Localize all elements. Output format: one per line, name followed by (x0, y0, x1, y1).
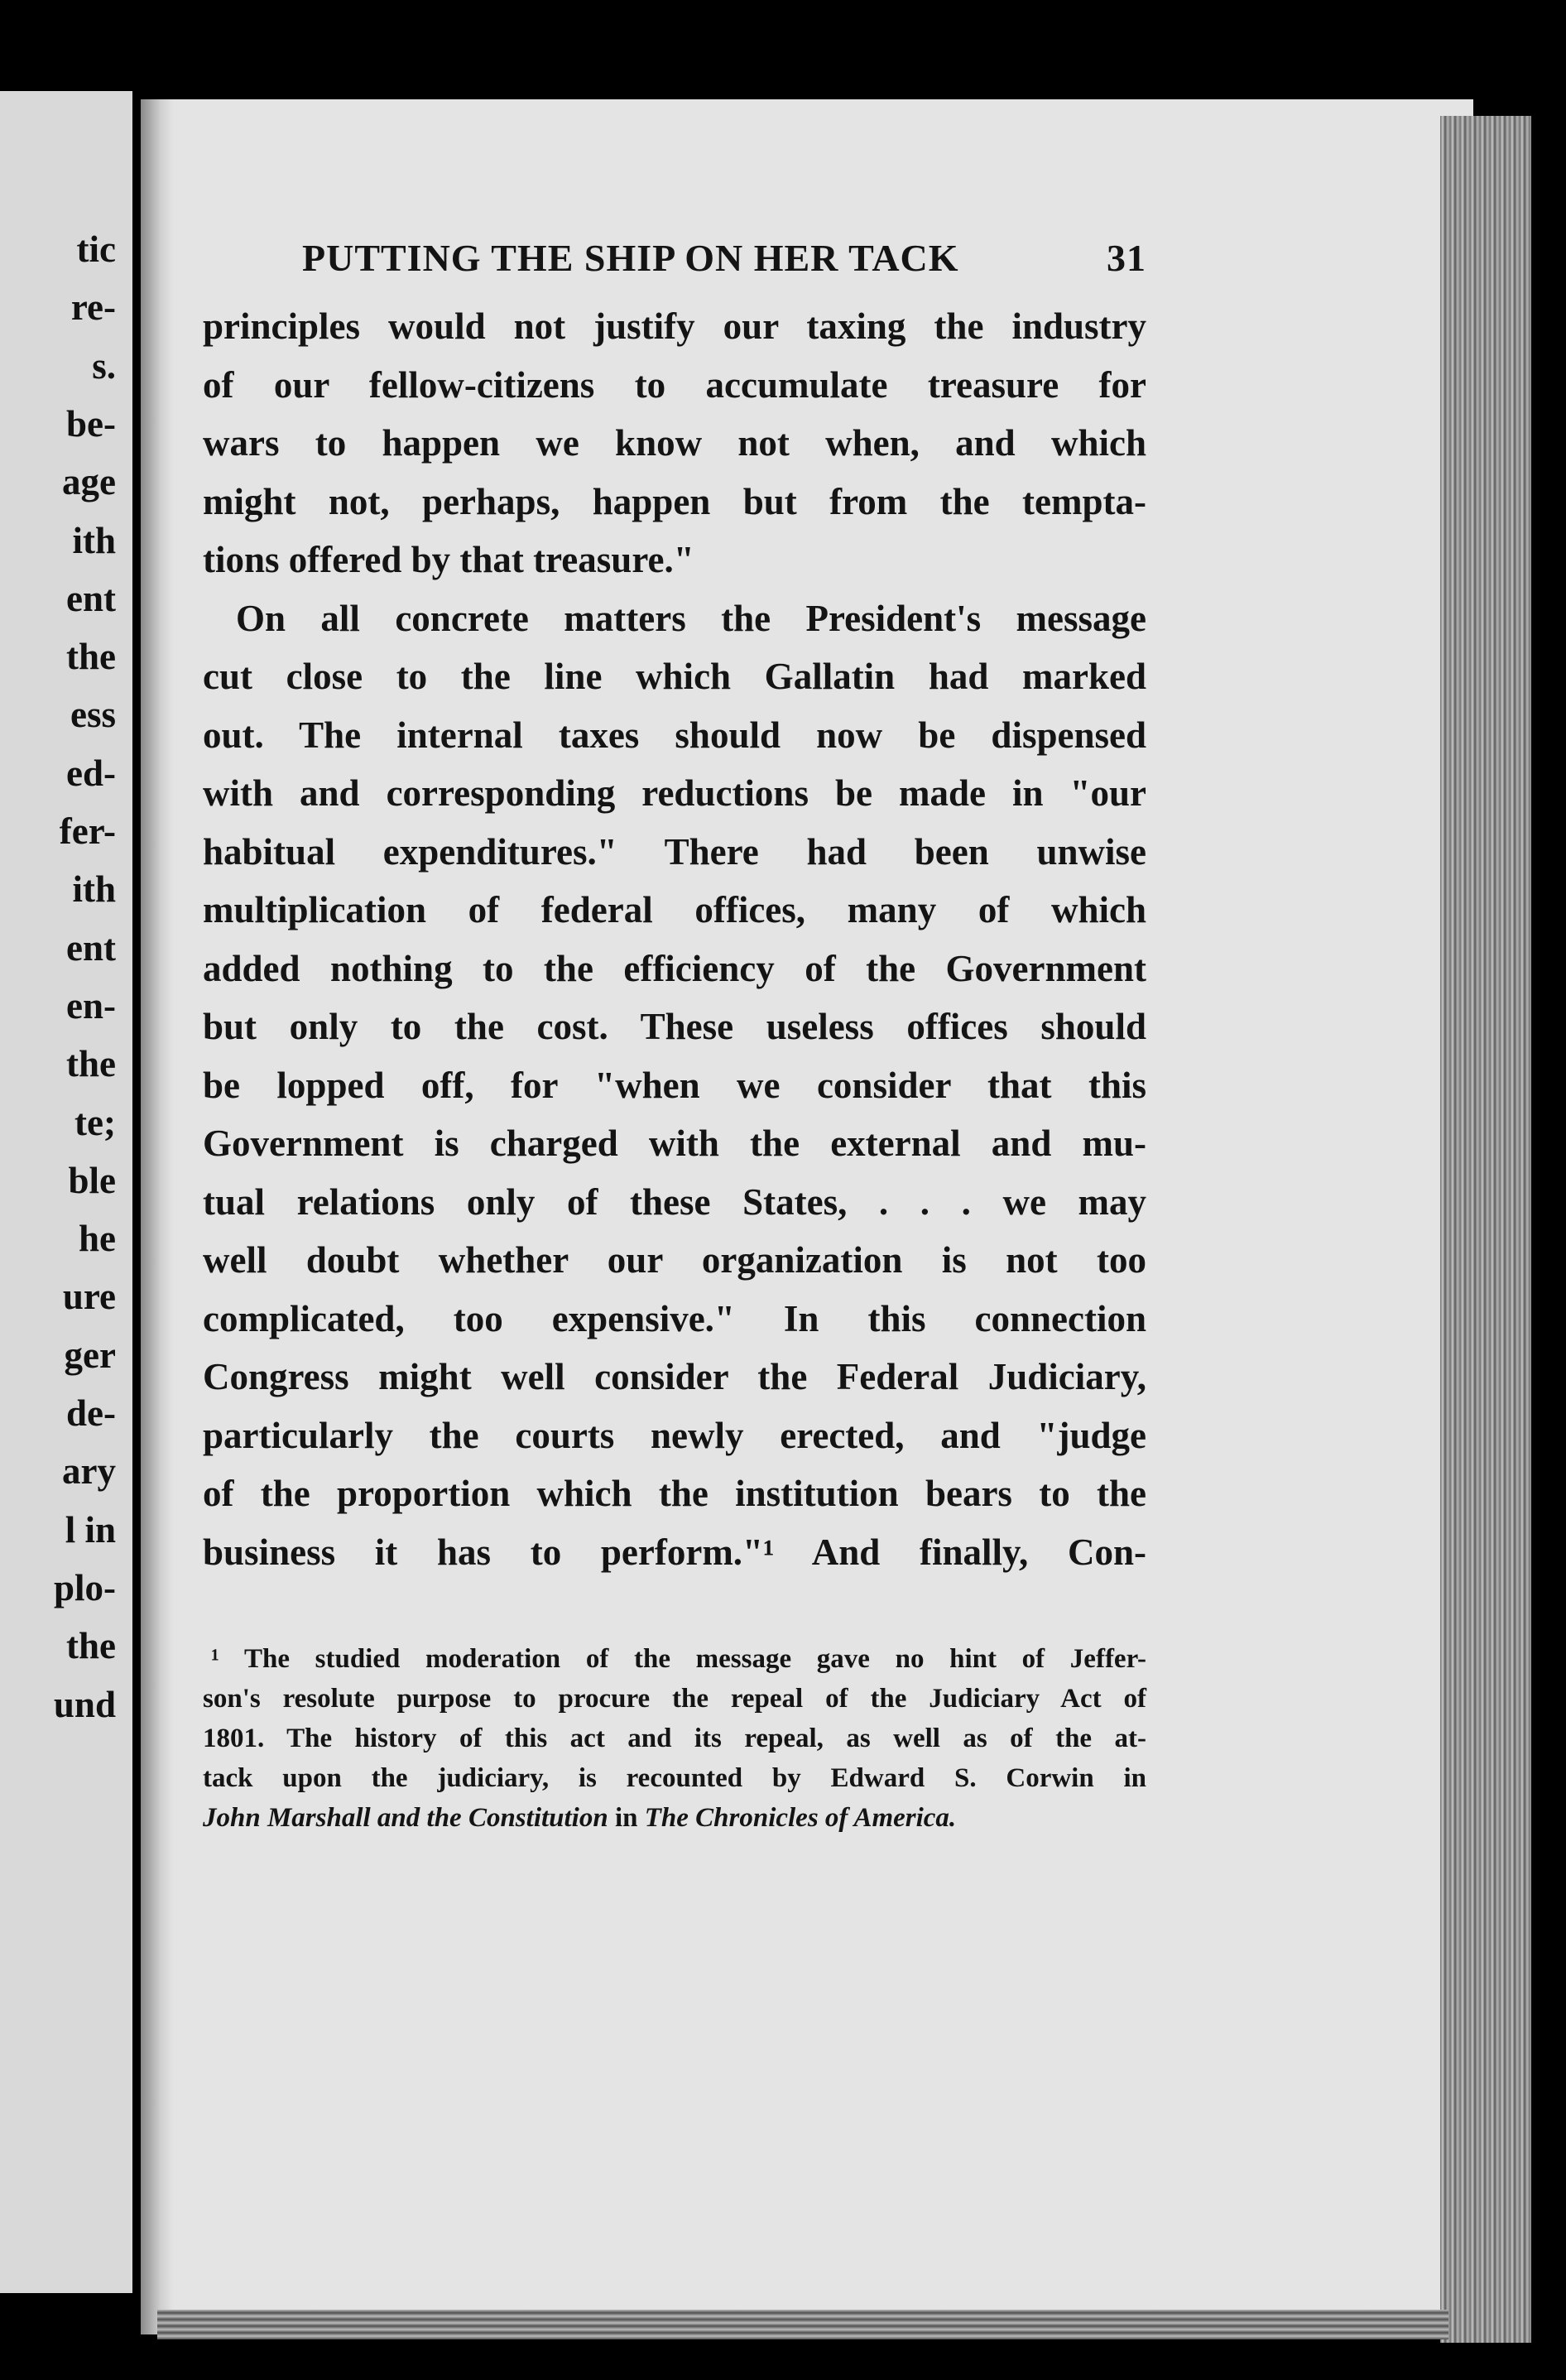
body-line: might not, perhaps, happen but from the tempta- (203, 480, 1146, 522)
footnote (203, 1639, 1146, 1838)
body-line: with and corresponding reductions be made in "our (203, 772, 1146, 814)
previous-page-text-fragment: en- (66, 984, 116, 1027)
body-text (203, 297, 1146, 1581)
body-line: out. The internal taxes should now be dispensed (203, 714, 1146, 756)
previous-page-text-fragment: de- (66, 1392, 116, 1434)
body-line: habitual expenditures." There had been unwise (203, 830, 1146, 873)
body-line: tual relations only of these States, . . . we may (203, 1180, 1146, 1223)
previous-page-text-fragment: he (79, 1218, 116, 1260)
body-line: of the proportion which the institution bears to the (203, 1473, 1146, 1514)
previous-page-text-fragment: ess (70, 694, 116, 736)
page-bottom-edge (157, 2310, 1448, 2339)
previous-page-text-fragment: ith (72, 868, 116, 911)
previous-page-text-fragment: l in (65, 1508, 116, 1551)
body-line: well doubt whether our organization is not too (203, 1239, 1146, 1281)
previous-page-text-fragment: plo- (53, 1566, 116, 1608)
footnote-line: ¹ The studied moderation of the message gave no hint of Jeffer- (211, 1644, 1146, 1674)
body-line: of our fellow-citizens to accumulate treasure for (203, 363, 1146, 406)
previous-page-text-fragment: ure (62, 1276, 116, 1318)
previous-page-text-fragment: tic (76, 228, 116, 270)
running-head (203, 236, 1146, 286)
previous-page-text-fragment: the (66, 1043, 116, 1085)
page-gutter-shadow (141, 99, 174, 2334)
body-line: principles would not justify our taxing the industry (203, 305, 1146, 347)
body-line: business it has to perform."¹ And finally, Con- (203, 1531, 1146, 1573)
previous-page-text-fragment: ith (72, 519, 116, 561)
body-line: Congress might well consider the Federal Judiciary, (203, 1356, 1146, 1397)
body-line: Government is charged with the external and mu- (203, 1123, 1146, 1164)
footnote-citation-joiner: in (608, 1803, 645, 1833)
previous-page-text-fragment: ent (66, 926, 116, 969)
body-line: particularly the courts newly erected, and "judge (203, 1414, 1146, 1456)
previous-page-edge (0, 91, 132, 2293)
body-line: wars to happen we know not when, and which (203, 422, 1146, 464)
previous-page-text-fragment: und (53, 1683, 116, 1725)
footnote-citation-title: John Marshall and the Constitution (203, 1803, 608, 1833)
body-line: be lopped off, for "when we consider that this (203, 1064, 1146, 1106)
previous-page-text-fragment: ed- (66, 752, 116, 794)
page-stack-edge (1440, 116, 1531, 2343)
body-line: cut close to the line which Gallatin had marked (203, 656, 1146, 697)
previous-page-text-fragment: age (62, 461, 116, 503)
body-line: added nothing to the efficiency of the Government (203, 947, 1146, 989)
footnote-line (203, 1798, 1146, 1838)
body-line: complicated, too expensive." In this connection (203, 1297, 1146, 1339)
running-head-title: PUTTING THE SHIP ON HER TACK (302, 237, 959, 279)
previous-page-text-fragment: be- (66, 402, 116, 445)
previous-page-text-fragment: the (66, 636, 116, 678)
previous-page-text-fragment: fer- (59, 810, 116, 852)
previous-page-text-fragment: ary (62, 1450, 116, 1493)
body-line: multiplication of federal offices, many of which (203, 889, 1146, 930)
footnote-citation-series: The Chronicles of America. (644, 1803, 957, 1833)
previous-page-text-fragment: ble (68, 1159, 116, 1201)
footnote-line: tack upon the judiciary, is recounted by Edward S. Corwin in (203, 1763, 1146, 1793)
previous-page-text-fragment: the (66, 1625, 116, 1667)
body-line: but only to the cost. These useless offices should (203, 1006, 1146, 1047)
previous-page-text-fragment: te; (74, 1101, 116, 1143)
previous-page-text-fragment: s. (92, 344, 116, 387)
previous-page-text-fragment: ger (64, 1334, 116, 1376)
footnote-line: 1801. The history of this act and its repeal, as well as of the at- (203, 1724, 1146, 1753)
body-line: tions offered by that treasure." (203, 539, 694, 580)
previous-page-text-fragment: ent (66, 577, 116, 619)
body-line: On all concrete matters the President's message (236, 597, 1146, 639)
footnote-line: son's resolute purpose to procure the repeal of the Judiciary Act of (203, 1684, 1146, 1714)
previous-page-text-fragment: re- (70, 286, 116, 329)
page-text (203, 236, 1146, 1838)
page-number: 31 (1107, 237, 1146, 279)
